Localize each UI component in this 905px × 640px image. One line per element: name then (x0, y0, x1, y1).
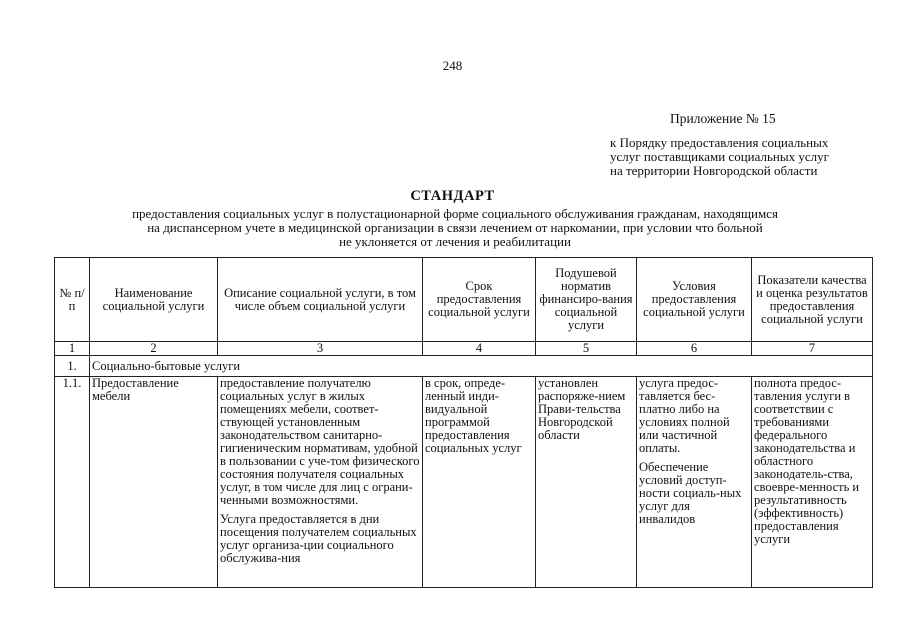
column-number: 7 (752, 342, 873, 356)
document-title: СТАНДАРТ (410, 188, 495, 204)
table-header-row (55, 258, 873, 342)
service-norm: установлен распоряже-нием Прави-тельства Новгородской области (536, 377, 637, 588)
document-subtitle (75, 207, 835, 249)
appendix-ref-line: к Порядку предоставления социальных (610, 135, 829, 150)
section-title: Социально-бытовые услуги (90, 356, 873, 377)
standard-table (54, 257, 873, 588)
header-cell-term: Срок предоставления социальной услуги (423, 258, 536, 342)
section-row (55, 356, 873, 377)
column-number: 5 (536, 342, 637, 356)
service-description (218, 377, 423, 588)
header-cell-description: Описание социальной услуги, в том числе объем социальной услуги (218, 258, 423, 342)
header-cell-quality: Показатели качества и оценка результатов предоставления социальной услуги (752, 258, 873, 342)
column-number-row (55, 342, 873, 356)
subtitle-line: на диспансерном учете в медицинской организации в связи лечением от наркомании, при условии что больной (147, 220, 763, 235)
header-cell-conditions: Условия предоставления социальной услуги (637, 258, 752, 342)
service-term: в срок, опреде-ленный инди-видуальной программой предоставления социальных услуг (423, 377, 536, 588)
page-number: 248 (442, 58, 463, 73)
header-cell-name: Наименование социальной услуги (90, 258, 218, 342)
subtitle-line: не уклоняется от лечения и реабилитации (339, 234, 571, 249)
column-number: 2 (90, 342, 218, 356)
column-number: 1 (55, 342, 90, 356)
table-row (55, 377, 873, 588)
conditions-paragraph: Обеспечение условий доступ-ности социаль-ных услуг для инвалидов (639, 460, 742, 526)
appendix-ref-line: на территории Новгородской области (610, 163, 818, 178)
description-paragraph: предоставление получателю социальных услуг в жилых помещениях мебели, соответ-ствующей установленным законодательством санитарно-гигиеническим нормативам, удобной в пользовании с уче-том физического состояния получателя социальных услуг, в том числе для лиц с ограни-ченными возможностями. (220, 376, 420, 507)
service-name: Предоставление мебели (90, 377, 218, 588)
column-number: 6 (637, 342, 752, 356)
section-number: 1. (55, 356, 90, 377)
service-quality: полнота предос-тавления услуги в соответствии с требованиями федерального законодательства и областного законодатель-ства, своевре-менность и результативность (эффективность) предоставления услуги (752, 377, 873, 588)
column-number: 3 (218, 342, 423, 356)
description-paragraph: Услуга предоставляется в дни посещения получателем социальных услуг организа-ции социального обслужива-ния (220, 512, 417, 565)
header-cell-number: № п/п (55, 258, 90, 342)
conditions-paragraph: услуга предос-тавляется бес-платно либо на условиях полной или частичной оплаты. (639, 376, 730, 455)
appendix-ref-line: услуг поставщиками социальных услуг (610, 149, 829, 164)
service-conditions (637, 377, 752, 588)
header-cell-norm: Подушевой норматив финансиро-вания социальной услуги (536, 258, 637, 342)
column-number: 4 (423, 342, 536, 356)
row-number: 1.1. (55, 377, 90, 588)
subtitle-line: предоставления социальных услуг в полустационарной форме социального обслуживания гражданам, находящимся (132, 206, 778, 221)
appendix-title: Приложение № 15 (670, 111, 776, 126)
appendix-reference (610, 136, 829, 178)
